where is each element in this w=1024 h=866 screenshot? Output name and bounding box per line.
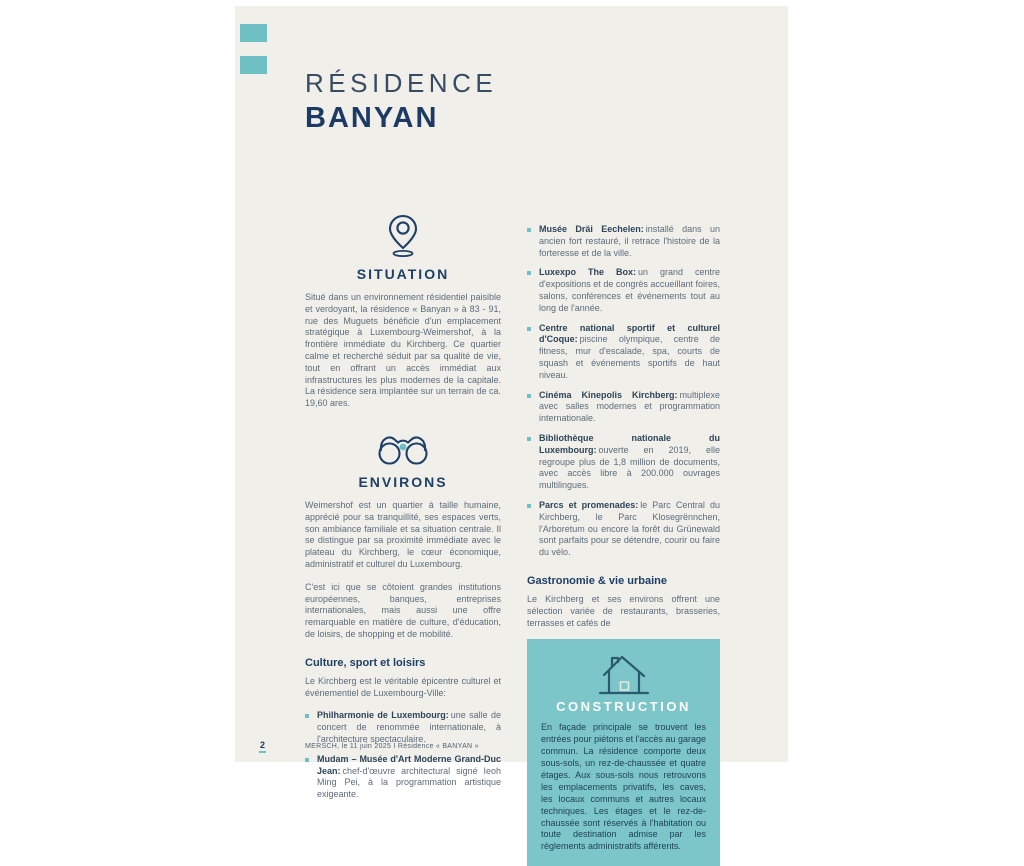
bullet-square-icon <box>305 758 309 762</box>
bullet-square-icon <box>527 437 531 441</box>
list-item <box>527 224 720 259</box>
bullet-text: piscine olympique, centre de fitness, mur d'escalade, spa, courts de squash et événements sportifs de haut niveau. <box>539 334 720 380</box>
bullet-square-icon <box>527 504 531 508</box>
accent-square-top <box>240 24 267 42</box>
bullet-text: installé dans un ancien fort restauré, il retrace l'histoire de la forteresse et de la ville. <box>539 224 720 258</box>
list-item <box>527 433 720 492</box>
list-item <box>305 754 501 801</box>
bullet-lead: Parcs et promenades: <box>539 499 639 510</box>
bullet-text: une salle de concert de renommée internationale, à l'architecture spectaculaire. <box>317 710 501 744</box>
construction-icon-block <box>541 651 706 697</box>
gastronomie-heading: Gastronomie & vie urbaine <box>527 574 667 587</box>
bullet-text: un grand centre d'expositions et de congrès accueillant foires, salons, conférences et événements tout au long de l'année. <box>539 267 720 313</box>
bullet-lead: Cinéma Kinepolis Kirchberg: <box>539 389 678 400</box>
page-number: 2 <box>259 740 266 753</box>
bullet-text: multiplexe avec salles modernes et programmation internationale. <box>539 389 720 424</box>
bullet-square-icon <box>527 327 531 331</box>
environs-paragraph-1: Weimershof est un quartier à taille humaine, apprécié pour sa tranquillité, ses espaces verts, son ambiance familiale et sa situation centrale. Il se distingue par sa proximité immédiate avec le plateau du Kirchberg, le cœur économique, administratif et culturel du Luxembourg. <box>305 499 501 569</box>
footer-text: MERSCH, le 11 juin 2025 I Résidence « BANYAN » <box>305 743 479 750</box>
house-icon <box>598 651 650 668</box>
situation-paragraph: Situé dans un environnement résidentiel paisible et verdoyant, la résidence « Banyan » à 83 - 91, rue des Muguets bénéficie d'un emplacement stratégique à Luxembourg-Weimershof, à la frontière immédiate du Kirchberg. Ce quartier calme et recherché séduit par sa qualité de vie, tout en offrant un accès immédiat aux infrastructures les plus modernes de la capitale. La résidence sera implantée sur un terrain de ca. 19,60 ares. <box>305 292 501 409</box>
bullet-square-icon <box>527 271 531 275</box>
culture-heading: Culture, sport et loisirs <box>305 656 426 669</box>
list-item <box>527 323 720 382</box>
bullet-lead: Centre national sportif et culturel d'Coque: <box>539 322 720 345</box>
bullet-square-icon <box>527 228 531 232</box>
residence-title-line1: RÉSIDENCE <box>305 68 498 98</box>
bullet-text: le Parc Central du Kirchberg, le Parc Klosegrënnchen, l'Arboretum ou encore la forêt du Grünewald sont parfaits pour se détendre, courir ou faire du vélo. <box>539 499 720 558</box>
attractions-bullet-list <box>527 224 720 559</box>
situation-heading: SITUATION <box>356 266 450 282</box>
binoculars-icon <box>374 430 432 447</box>
environs-paragraph-2: C'est ici que se côtoient grandes institutions européennes, banques, entreprises internationales, mais aussi une offre remarquable en matière de culture, d'éducation, de loisirs, de shopping et de mobilité. <box>305 581 501 639</box>
accent-square-bottom <box>240 56 267 74</box>
list-item <box>527 500 720 559</box>
situation-icon-block <box>305 212 501 258</box>
environs-heading: ENVIRONS <box>358 473 448 490</box>
brochure-page <box>235 6 788 852</box>
bullet-square-icon <box>527 394 531 398</box>
page-footer <box>235 736 788 758</box>
page-title <box>305 68 497 135</box>
bullet-lead: Bibliothèque nationale du Luxembourg: <box>539 432 720 455</box>
construction-heading: CONSTRUCTION <box>556 699 691 715</box>
bullet-lead: Mudam – Musée d'Art Moderne Grand-Duc Jean: <box>317 753 501 776</box>
left-column <box>305 212 501 809</box>
bullet-text: chef-d'œuvre architectural signé Ieoh Ming Pei, à la programmation artistique exigeante. <box>317 765 501 800</box>
bullet-lead: Luxexpo The Box: <box>539 267 636 278</box>
list-item <box>527 267 720 314</box>
list-item <box>527 390 720 425</box>
environs-icon-block <box>305 430 501 466</box>
map-pin-icon <box>382 212 424 229</box>
bullet-text: ouverte en 2019, elle regroupe plus de 1,8 million de documents, avec accès libre à 200.000 ouvrages multilingues. <box>539 444 720 491</box>
construction-paragraph: En façade principale se trouvent les entrées pour piétons et l'accès au garage commun. La résidence comporte deux sous-sols, un rez-de-chaussée et quatre étages. Aux sous-sols nous retrouvons les emplacements privatifs, les caves, les locaux communs et autres locaux techniques. Les étages et le rez-de-chaussée sont réservés à l'habitation ou toute destination admise par les règlements administratifs afférents. <box>541 722 706 852</box>
bullet-lead: Musée Dräi Eechelen: <box>539 224 644 234</box>
bullet-lead: Philharmonie de Luxembourg: <box>317 710 449 721</box>
gastronomie-paragraph: Le Kirchberg et ses environs offrent une sélection variée de restaurants, brasseries, terrasses et cafés de <box>527 593 720 628</box>
culture-intro: Le Kirchberg est le véritable épicentre culturel et événementiel de Luxembourg-Ville: <box>305 675 501 698</box>
residence-title-line2: BANYAN <box>305 102 439 134</box>
bullet-square-icon <box>305 714 309 718</box>
